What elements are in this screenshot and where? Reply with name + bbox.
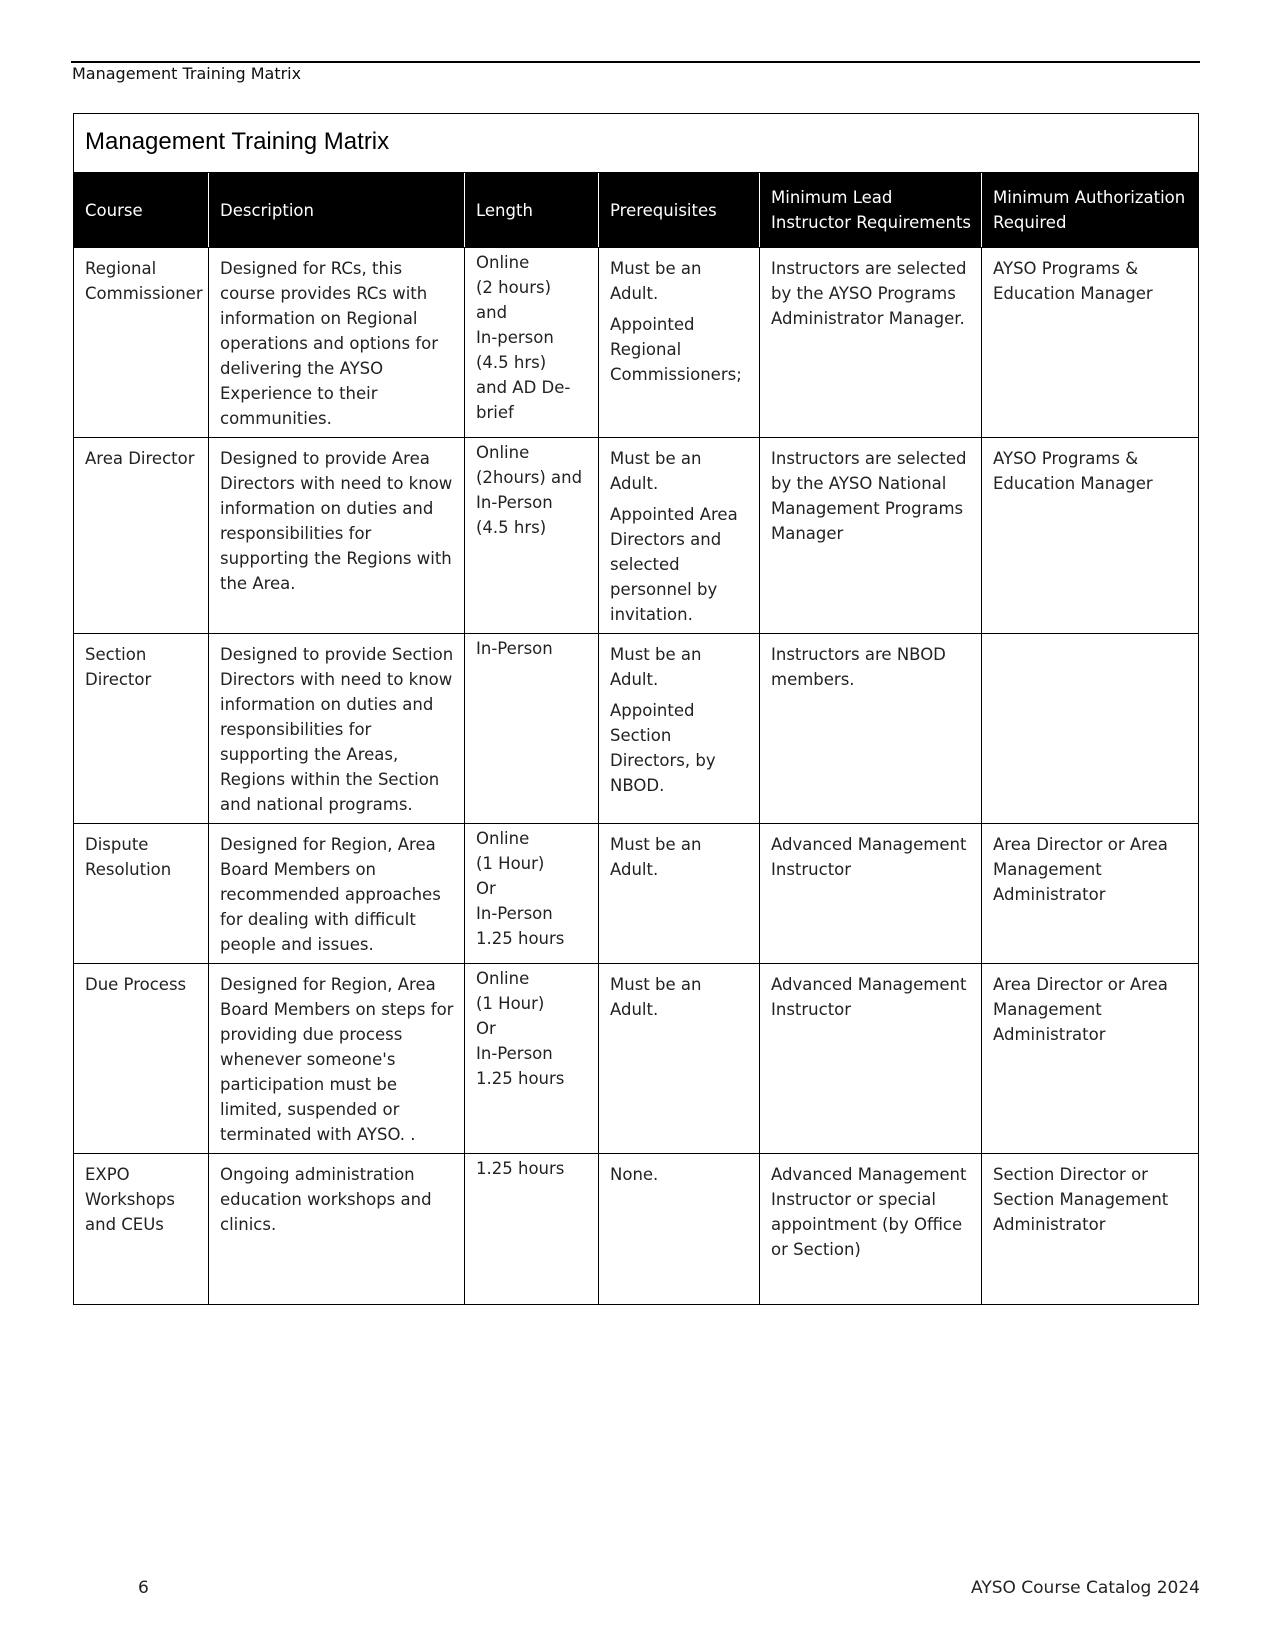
catalog-title: AYSO Course Catalog 2024: [971, 1578, 1200, 1598]
authorization-cell: AYSO Programs & Education Manager: [982, 248, 1199, 438]
course-cell: Regional Commissioner: [74, 248, 209, 438]
prerequisites-cell: [599, 634, 760, 824]
length-cell: [465, 964, 599, 1154]
column-header-prerequisites: Prerequisites: [599, 173, 760, 248]
table-row: [74, 824, 1199, 964]
prerequisites-cell: [599, 248, 760, 438]
length-cell-line: 1.25 hours: [476, 1159, 565, 1178]
prerequisites-cell-line: Appointed Section Directors, by NBOD.: [610, 701, 716, 795]
length-cell-line: Or: [476, 1019, 496, 1038]
description-cell: Designed for Region, Area Board Members on recommended approaches for dealing with difficult people and issues.: [209, 824, 465, 964]
column-header-instructor: Minimum Lead Instructor Requirements: [760, 173, 982, 248]
length-cell-line: In-Person: [476, 639, 553, 658]
page-number: 6: [138, 1578, 149, 1598]
description-cell: Designed for RCs, this course provides RCs with information on Regional operations and options for delivering the AYSO Experience to their communities.: [209, 248, 465, 438]
length-cell-line: (1 Hour): [476, 994, 545, 1013]
prerequisites-cell-line: Appointed Area Directors and selected personnel by invitation.: [610, 505, 738, 624]
prerequisites-cell-line: Must be an Adult.: [610, 259, 702, 303]
prerequisites-cell-line: Appointed Regional Commissioners;: [610, 315, 742, 384]
course-cell: Dispute Resolution: [74, 824, 209, 964]
management-training-matrix-table: [73, 113, 1199, 1305]
table-row: [74, 1154, 1199, 1305]
description-cell: Ongoing administration education workshops and clinics.: [209, 1154, 465, 1305]
length-cell-line: and AD De-brief: [476, 378, 571, 422]
description-cell: Designed for Region, Area Board Members on steps for providing due process whenever someone's participation must be limited, suspended or terminated with AYSO. .: [209, 964, 465, 1154]
length-cell-line: 1.25 hours: [476, 929, 565, 948]
course-cell: Due Process: [74, 964, 209, 1154]
length-cell-line: Online: [476, 969, 530, 988]
length-cell-line: and: [476, 303, 508, 322]
instructor-cell: Advanced Management Instructor: [760, 964, 982, 1154]
prerequisites-cell-line: Must be an Adult.: [610, 975, 702, 1019]
length-cell: [465, 438, 599, 634]
authorization-cell: AYSO Programs & Education Manager: [982, 438, 1199, 634]
length-cell-line: In-Person: [476, 1044, 553, 1063]
table-row: [74, 248, 1199, 438]
length-cell-line: In-person (4.5 hrs): [476, 328, 554, 372]
length-cell-line: (1 Hour): [476, 854, 545, 873]
authorization-cell: Section Director or Section Management Administrator: [982, 1154, 1199, 1305]
column-header-row: [74, 173, 1199, 248]
description-cell: Designed to provide Section Directors with need to know information on duties and responsibilities for supporting the Areas, Regions within the Section and national programs.: [209, 634, 465, 824]
length-cell-line: 1.25 hours: [476, 1069, 565, 1088]
column-header-course: Course: [74, 173, 209, 248]
length-cell: [465, 824, 599, 964]
instructor-cell: Instructors are selected by the AYSO National Management Programs Manager: [760, 438, 982, 634]
header-rule: [71, 61, 1200, 63]
length-cell: [465, 248, 599, 438]
prerequisites-cell: [599, 824, 760, 964]
authorization-cell: Area Director or Area Management Administrator: [982, 824, 1199, 964]
authorization-cell: [982, 634, 1199, 824]
length-cell-line: In-Person: [476, 904, 553, 923]
authorization-cell: Area Director or Area Management Administrator: [982, 964, 1199, 1154]
length-cell-line: (2 hours): [476, 278, 552, 297]
prerequisites-cell: [599, 964, 760, 1154]
table-row: [74, 964, 1199, 1154]
prerequisites-cell: [599, 438, 760, 634]
prerequisites-cell: [599, 1154, 760, 1305]
instructor-cell: Instructors are NBOD members.: [760, 634, 982, 824]
course-cell: EXPO Workshops and CEUs: [74, 1154, 209, 1305]
instructor-cell: Instructors are selected by the AYSO Programs Administrator Manager.: [760, 248, 982, 438]
length-cell-line: Online: [476, 829, 530, 848]
prerequisites-cell-line: Must be an Adult.: [610, 835, 702, 879]
instructor-cell: Advanced Management Instructor: [760, 824, 982, 964]
course-cell: Section Director: [74, 634, 209, 824]
length-cell: [465, 634, 599, 824]
instructor-cell: Advanced Management Instructor or special appointment (by Office or Section): [760, 1154, 982, 1305]
column-header-length: Length: [465, 173, 599, 248]
length-cell: [465, 1154, 599, 1305]
table-row: [74, 438, 1199, 634]
table-title: Management Training Matrix: [74, 114, 1199, 173]
length-cell-line: Online: [476, 253, 530, 272]
course-cell: Area Director: [74, 438, 209, 634]
description-cell: Designed to provide Area Directors with need to know information on duties and responsibilities for supporting the Regions with the Area.: [209, 438, 465, 634]
column-header-authorization: Minimum Authorization Required: [982, 173, 1199, 248]
table-row: [74, 634, 1199, 824]
column-header-description: Description: [209, 173, 465, 248]
prerequisites-cell-line: Must be an Adult.: [610, 645, 702, 689]
running-header: Management Training Matrix: [72, 64, 302, 83]
prerequisites-cell-line: Must be an Adult.: [610, 449, 702, 493]
length-cell-line: Or: [476, 879, 496, 898]
length-cell-line: Online (2hours) and In-Person (4.5 hrs): [476, 443, 583, 537]
prerequisites-cell-line: None.: [610, 1165, 659, 1184]
